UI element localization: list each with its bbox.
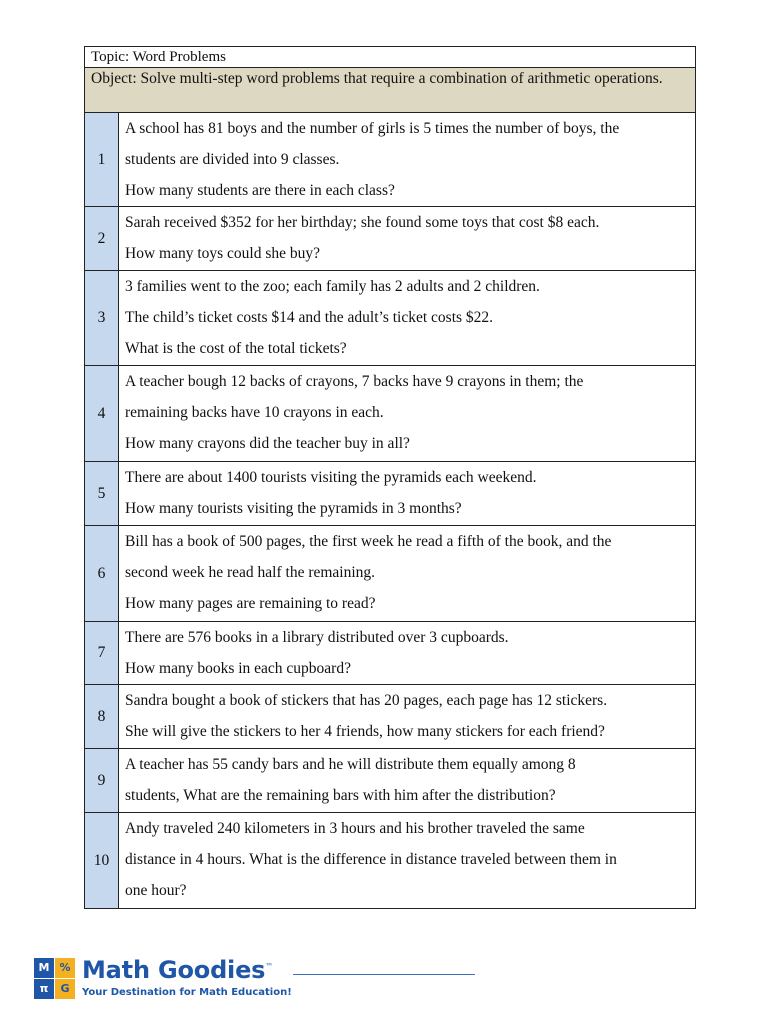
problem-text-line: A teacher bough 12 backs of crayons, 7 backs have 9 crayons in them; the: [125, 373, 584, 390]
problem-text-line: There are 576 books in a library distributed over 3 cupboards.: [125, 629, 509, 646]
problem-row: [85, 271, 696, 366]
problem-number: 2: [85, 207, 119, 271]
problem-row: [85, 207, 696, 271]
problem-text-line: How many tourists visiting the pyramids in 3 months?: [125, 500, 462, 517]
logo-tile-pi: π: [34, 979, 54, 999]
math-goodies-logo: [34, 958, 334, 1002]
problem-number: 4: [85, 366, 119, 462]
problem-text-line: She will give the stickers to her 4 friends, how many stickers for each friend?: [125, 723, 605, 740]
brand-tagline: Your Destination for Math Education!: [82, 987, 292, 998]
problem-text-line: Sarah received $352 for her birthday; she found some toys that cost $8 each.: [125, 214, 600, 231]
problem-text: [119, 366, 696, 462]
problem-text-line: 3 families went to the zoo; each family has 2 adults and 2 children.: [125, 278, 540, 295]
footer-divider: [293, 974, 475, 975]
problem-text-line: How many students are there in each class?: [125, 182, 395, 199]
problem-text: [119, 622, 696, 685]
brand-name-text: Math Goodies: [82, 956, 266, 984]
problem-text: [119, 749, 696, 813]
problem-text: [119, 462, 696, 526]
problem-text-line: A school has 81 boys and the number of girls is 5 times the number of boys, the: [125, 120, 620, 137]
problem-row: [85, 813, 696, 909]
problem-number: 8: [85, 685, 119, 749]
problem-row: [85, 749, 696, 813]
problem-text-line: The child’s ticket costs $14 and the adult’s ticket costs $22.: [125, 309, 494, 326]
problem-row: [85, 526, 696, 622]
problem-text-line: second week he read half the remaining.: [125, 564, 376, 581]
problem-number: 9: [85, 749, 119, 813]
problem-row: [85, 622, 696, 685]
topic-label: Topic: Word Problems: [85, 47, 696, 68]
problem-text-line: How many toys could she buy?: [125, 245, 321, 262]
problem-text-line: one hour?: [125, 882, 187, 899]
problem-text: [119, 113, 696, 207]
logo-tile-g: G: [55, 979, 75, 999]
problem-text: [119, 685, 696, 749]
problem-text-line: How many crayons did the teacher buy in all?: [125, 435, 410, 452]
problem-row: [85, 685, 696, 749]
problem-text-line: students, What are the remaining bars with him after the distribution?: [125, 787, 556, 804]
logo-tile-m: M: [34, 958, 54, 978]
problem-row: [85, 462, 696, 526]
problem-number: 7: [85, 622, 119, 685]
problem-number: 5: [85, 462, 119, 526]
worksheet-table: [84, 46, 696, 909]
object-label: Object: Solve multi-step word problems that require a combination of arithmetic operations.: [85, 68, 696, 113]
trademark-symbol: ™: [265, 962, 274, 971]
problem-text-line: How many pages are remaining to read?: [125, 595, 376, 612]
object-row: [85, 68, 696, 113]
problem-text-line: students are divided into 9 classes.: [125, 151, 340, 168]
problem-text: [119, 526, 696, 622]
problem-text-line: How many books in each cupboard?: [125, 660, 351, 677]
problem-row: [85, 113, 696, 207]
problem-text-line: There are about 1400 tourists visiting the pyramids each weekend.: [125, 469, 537, 486]
problem-text: [119, 813, 696, 909]
topic-row: [85, 47, 696, 68]
problem-text-line: A teacher has 55 candy bars and he will distribute them equally among 8: [125, 756, 576, 773]
problem-number: 6: [85, 526, 119, 622]
problem-text-line: remaining backs have 10 crayons in each.: [125, 404, 384, 421]
problem-text-line: distance in 4 hours. What is the difference in distance traveled between them in: [125, 851, 617, 868]
problem-text-line: What is the cost of the total tickets?: [125, 340, 347, 357]
problem-text: [119, 271, 696, 366]
problem-text: [119, 207, 696, 271]
brand-name: [82, 956, 273, 984]
problem-number: 1: [85, 113, 119, 207]
logo-tile-percent: %: [55, 958, 75, 978]
problem-text-line: Bill has a book of 500 pages, the first week he read a fifth of the book, and the: [125, 533, 612, 550]
problem-row: [85, 366, 696, 462]
problem-number: 10: [85, 813, 119, 909]
problem-text-line: Sandra bought a book of stickers that has 20 pages, each page has 12 stickers.: [125, 692, 608, 709]
problem-number: 3: [85, 271, 119, 366]
problem-text-line: Andy traveled 240 kilometers in 3 hours and his brother traveled the same: [125, 820, 585, 837]
